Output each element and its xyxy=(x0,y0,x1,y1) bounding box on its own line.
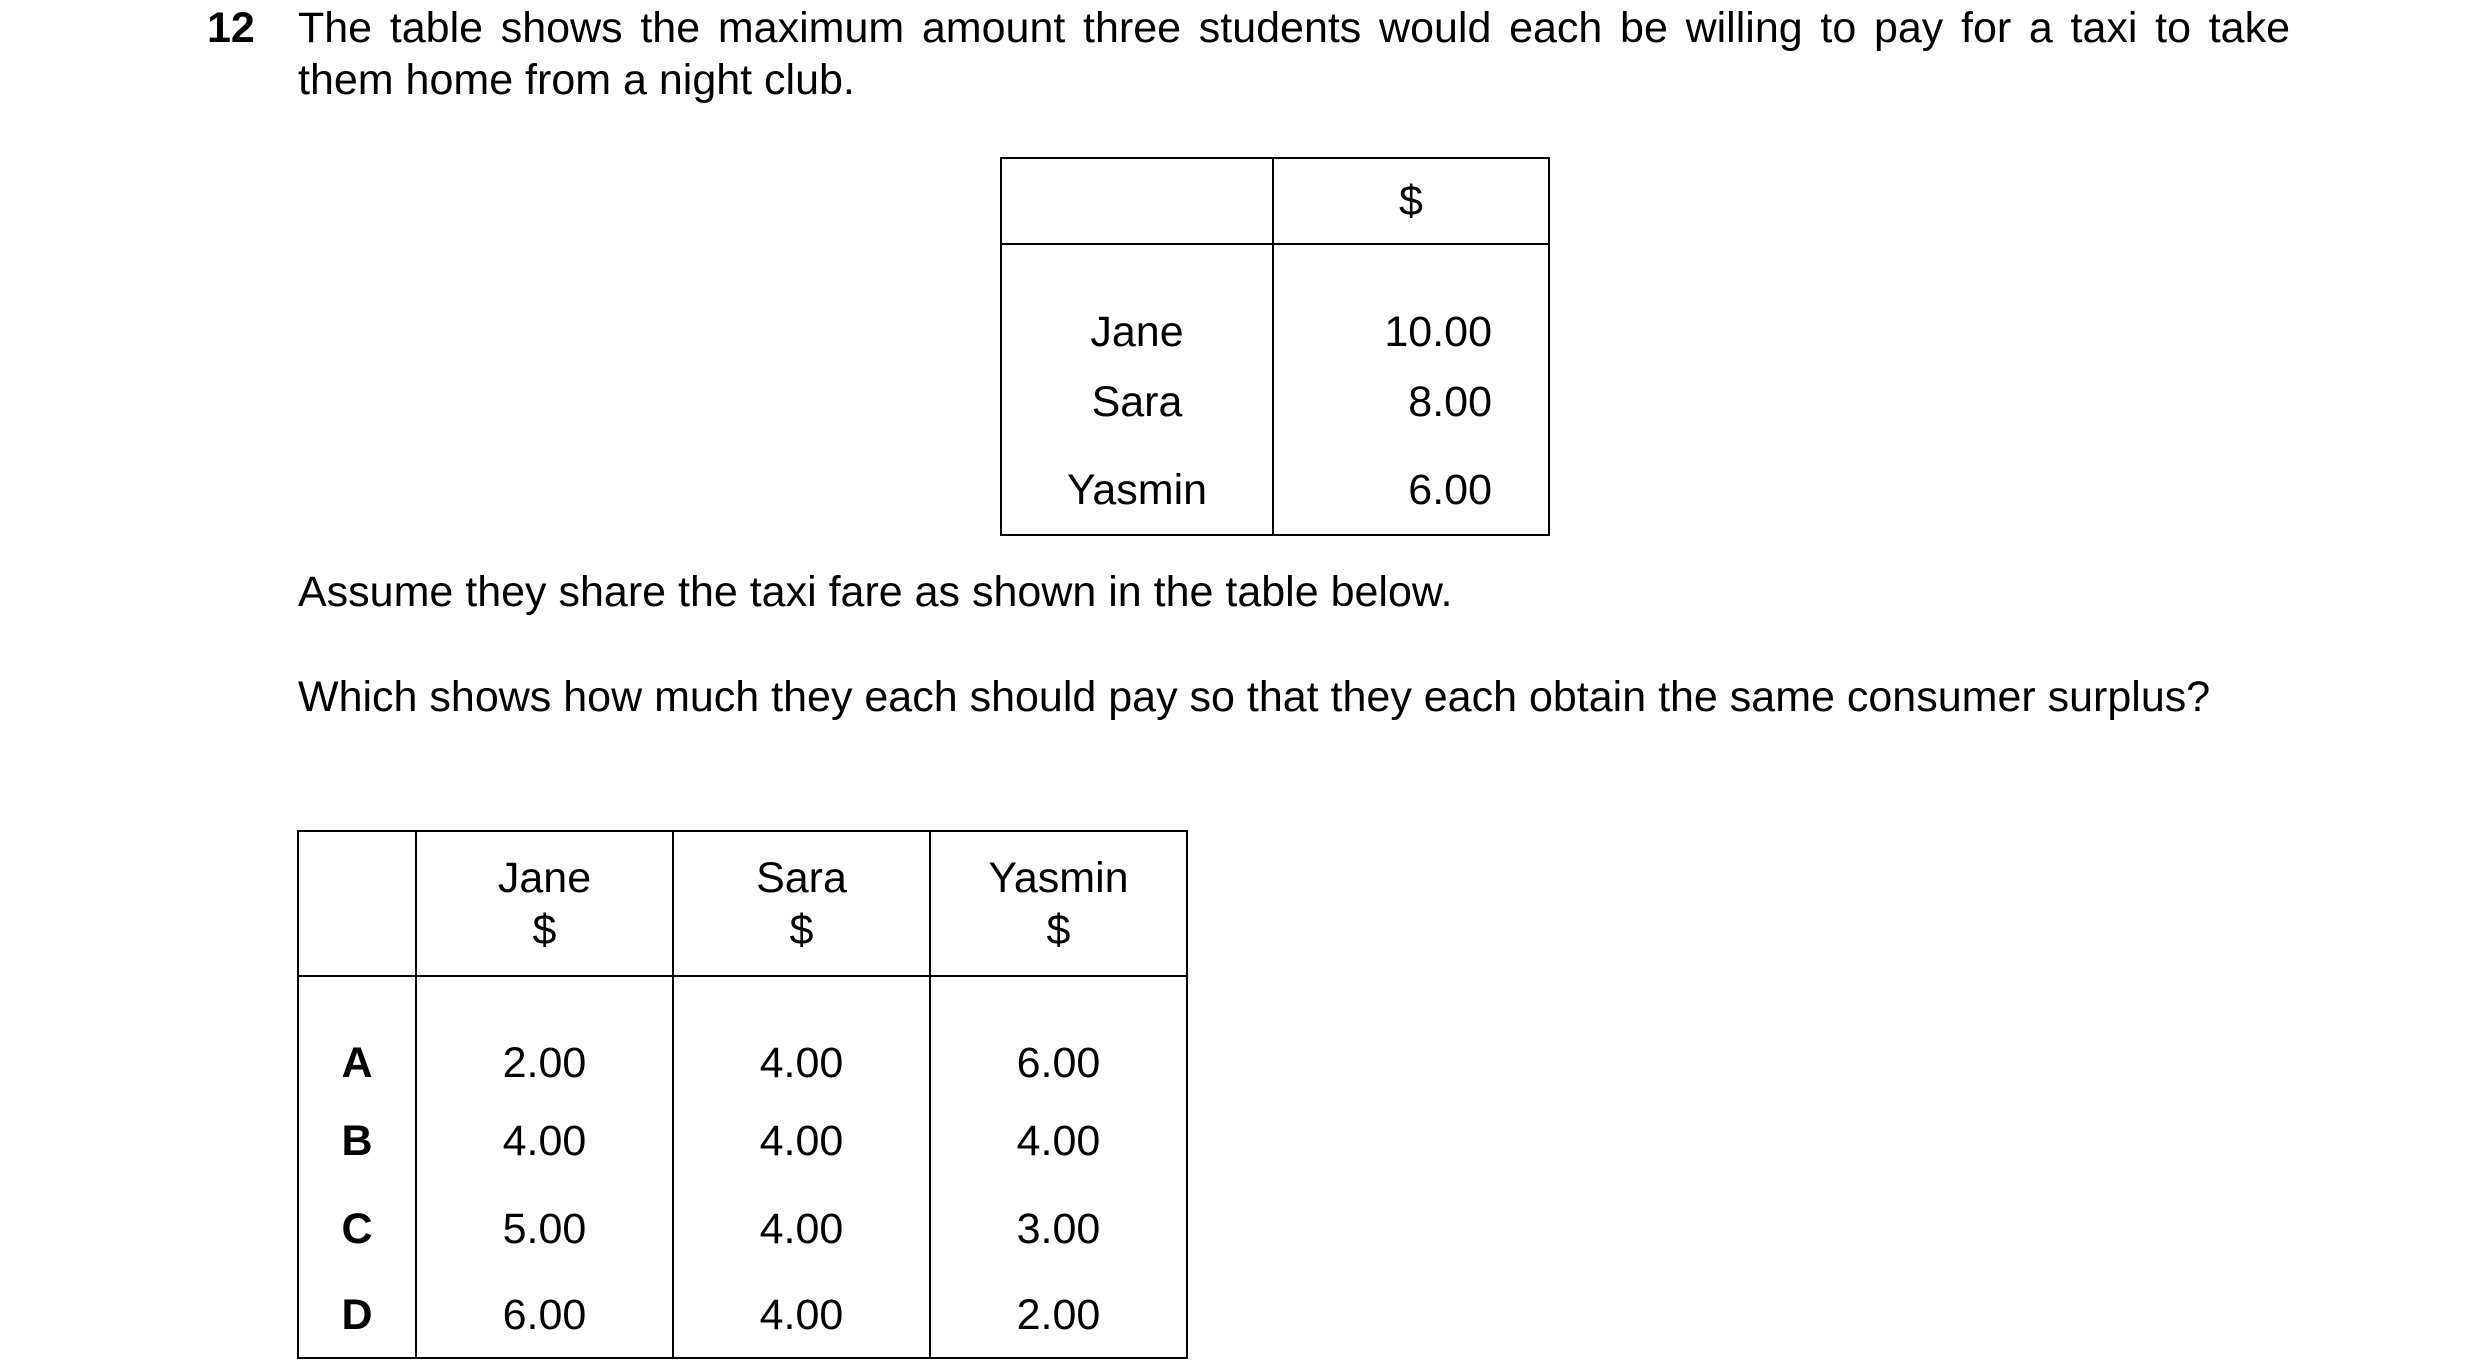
column-header xyxy=(673,831,930,976)
max-price: 10.00 xyxy=(1273,244,1549,358)
question-lead-text: The table shows the maximum amount three students would each be willing to pay for a taxi to take them home from a night club. xyxy=(298,4,2290,104)
option-value: 4.00 xyxy=(930,1097,1187,1185)
column-header xyxy=(930,831,1187,976)
option-row-a xyxy=(298,976,1187,1097)
header-cell-unit: $ xyxy=(1273,158,1549,244)
option-label: C xyxy=(298,1185,416,1273)
option-label: B xyxy=(298,1097,416,1185)
option-value: 5.00 xyxy=(416,1185,673,1273)
column-unit: $ xyxy=(532,905,557,954)
willingness-to-pay-table xyxy=(1000,157,1550,536)
option-value: 4.00 xyxy=(673,1097,930,1185)
option-value: 4.00 xyxy=(673,976,930,1097)
question-prompt-text: Which shows how much they each should pay so that they each obtain the same consumer surplus? xyxy=(298,673,2211,721)
option-row-c xyxy=(298,1185,1187,1273)
assumption-text: Assume they share the taxi fare as shown in the table below. xyxy=(298,568,1453,616)
option-row-d xyxy=(298,1273,1187,1358)
column-name: Yasmin xyxy=(988,853,1129,902)
table-row xyxy=(1001,358,1549,445)
table-row xyxy=(1001,445,1549,535)
option-label: A xyxy=(298,976,416,1097)
option-value: 2.00 xyxy=(930,1273,1187,1358)
option-value: 4.00 xyxy=(673,1273,930,1358)
option-value: 2.00 xyxy=(416,976,673,1097)
column-name: Jane xyxy=(497,853,592,902)
header-cell-blank xyxy=(1001,158,1273,244)
option-label: D xyxy=(298,1273,416,1358)
column-unit: $ xyxy=(789,905,814,954)
question-number: 12 xyxy=(207,4,255,52)
column-unit: $ xyxy=(1046,905,1071,954)
answer-options-table xyxy=(297,830,1188,1359)
option-value: 3.00 xyxy=(930,1185,1187,1273)
table-header-row xyxy=(1001,158,1549,244)
max-price: 8.00 xyxy=(1273,358,1549,445)
student-name: Sara xyxy=(1001,358,1273,445)
option-value: 4.00 xyxy=(673,1185,930,1273)
student-name: Yasmin xyxy=(1001,445,1273,535)
max-price: 6.00 xyxy=(1273,445,1549,535)
header-cell-blank xyxy=(298,831,416,976)
option-value: 6.00 xyxy=(416,1273,673,1358)
column-header xyxy=(416,831,673,976)
option-value: 6.00 xyxy=(930,976,1187,1097)
table-row xyxy=(1001,244,1549,358)
option-value: 4.00 xyxy=(416,1097,673,1185)
column-name: Sara xyxy=(756,853,847,902)
table-header-row xyxy=(298,831,1187,976)
student-name: Jane xyxy=(1001,244,1273,358)
option-row-b xyxy=(298,1097,1187,1185)
